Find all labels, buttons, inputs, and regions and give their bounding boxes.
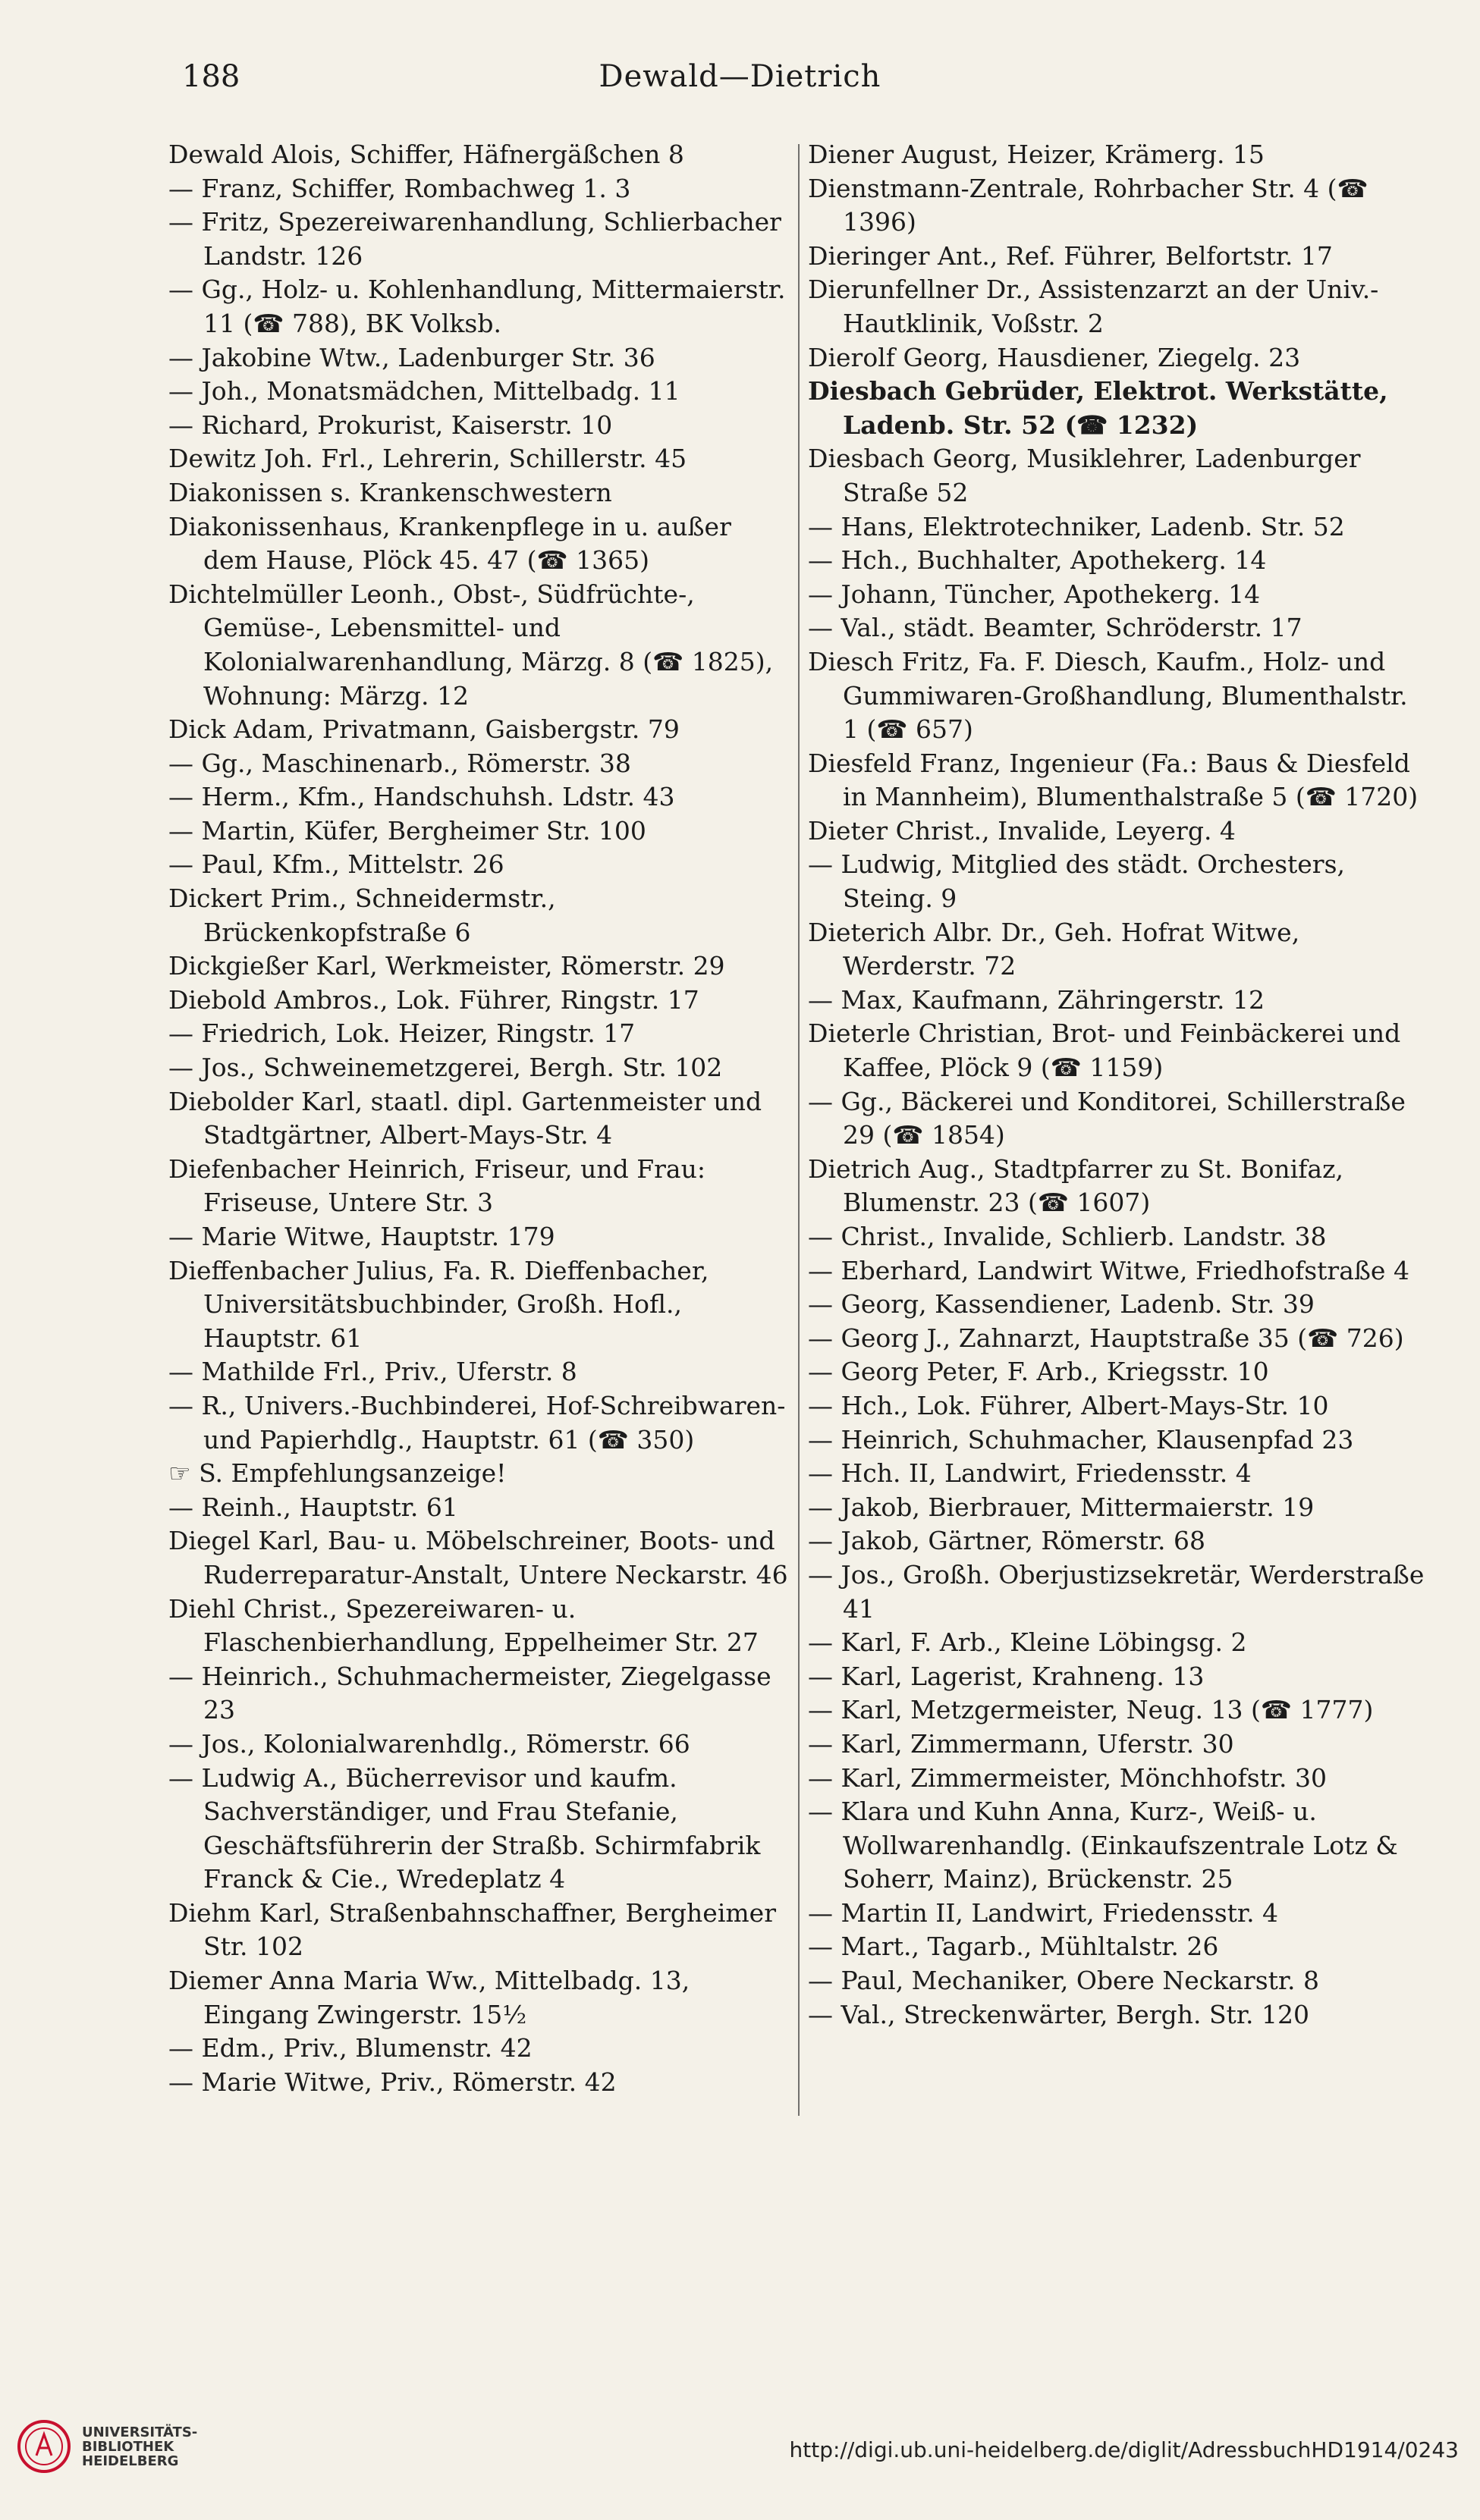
page-number: 188 [182,59,240,94]
directory-entry: — Ludwig A., Bücherrevisor und kaufm. Sachverständiger, und Frau Stefanie, Geschäftsführerin der Straßb. Schirmfabrik Franck & Cie., Wredeplatz 4 [168,1762,761,1894]
directory-entry: — Jakob, Gärtner, Römerstr. 68 [808,1526,1205,1556]
directory-entry: — Mart., Tagarb., Mühltalstr. 26 [808,1932,1219,1962]
directory-entry: — Reinh., Hauptstr. 61 [168,1492,458,1522]
directory-entry: Dietrich Aug., Stadtpfarrer zu St. Bonifaz, Blumenstr. 23 (☎ 1607) [808,1153,1343,1218]
directory-entry: Dichtelmüller Leonh., Obst-, Südfrüchte-, Gemüse-, Lebensmittel- und Kolonialwarenhandlung, Märzg. 8 (☎ 1825), Wohnung: Märzg. 12 [168,579,774,711]
running-head: Dewald—Dietrich [599,59,881,94]
directory-entry: — Karl, F. Arb., Kleine Löbingsg. 2 [808,1627,1247,1658]
directory-entry: — Hch. II, Landwirt, Friedensstr. 4 [808,1458,1252,1489]
library-line-3: HEIDELBERG [82,2453,179,2469]
directory-entry: — Hch., Buchhalter, Apothekerg. 14 [808,545,1267,576]
directory-entry: — Karl, Metzgermeister, Neug. 13 (☎ 1777) [808,1695,1374,1725]
directory-entry: Diemer Anna Maria Ww., Mittelbadg. 13, Eingang Zwingerstr. 15½ [168,1966,690,2029]
directory-entry: Diebold Ambros., Lok. Führer, Ringstr. 17 [168,984,699,1015]
directory-entry: Dieffenbacher Julius, Fa. R. Dieffenbacher, Universitätsbuchbinder, Großh. Hofl., Hauptstr. 61 [168,1255,709,1353]
directory-entry: — Fritz, Spezereiwarenhandlung, Schlierbacher Landstr. 126 [168,207,781,271]
directory-entry: Dieterle Christian, Brot- und Feinbäckerei und Kaffee, Plöck 9 (☎ 1159) [808,1018,1401,1083]
directory-entry: — Jos., Kolonialwarenhdlg., Römerstr. 66 [168,1728,690,1759]
directory-entry: — Johann, Tüncher, Apothekerg. 14 [808,579,1261,609]
directory-entry: — Jos., Schweinemetzgerei, Bergh. Str. 102 [168,1053,723,1083]
directory-entry: — Friedrich, Lok. Heizer, Ringstr. 17 [168,1018,636,1049]
directory-entry: — Jakobine Wtw., Ladenburger Str. 36 [168,342,655,372]
directory-entry: — Georg Peter, F. Arb., Kriegsstr. 10 [808,1357,1269,1387]
directory-entry: — Marie Witwe, Priv., Römerstr. 42 [168,2067,617,2097]
directory-entry: Dickert Prim., Schneidermstr., Brückenkopfstraße 6 [168,883,556,947]
directory-entry: Diener August, Heizer, Krämerg. 15 [808,140,1265,169]
directory-entry: — Marie Witwe, Hauptstr. 179 [168,1222,555,1251]
directory-entry: — Jos., Großh. Oberjustizsekretär, Werderstraße 41 [808,1559,1425,1624]
directory-entry: — Heinrich, Schuhmacher, Klausenpfad 23 [808,1424,1354,1455]
directory-entry: Dienstmann-Zentrale, Rohrbacher Str. 4 (☎ 1396) [808,173,1368,237]
directory-entry: Dickgießer Karl, Werkmeister, Römerstr. 29 [168,951,725,981]
left-column [168,138,790,2099]
directory-entry: Dieter Christ., Invalide, Leyerg. 4 [808,815,1236,846]
directory-entry: — Joh., Monatsmädchen, Mittelbadg. 11 [168,376,680,406]
directory-entry: — Heinrich., Schuhmachermeister, Ziegelgasse 23 [168,1661,771,1725]
directory-entry: — Karl, Zimmermann, Uferstr. 30 [808,1728,1234,1759]
directory-entry: — Ludwig, Mitglied des städt. Orchesters, Steing. 9 [808,849,1346,914]
directory-entry: — Hch., Lok. Führer, Albert-Mays-Str. 10 [808,1390,1329,1420]
right-column [808,138,1430,2032]
directory-entry: Diehm Karl, Straßenbahnschaffner, Bergheimer Str. 102 [168,1897,776,1962]
directory-entry: Dewitz Joh. Frl., Lehrerin, Schillerstr. 45 [168,444,687,474]
directory-entry: ☞ S. Empfehlungsanzeige! [168,1458,507,1489]
university-seal-icon [17,2419,71,2474]
directory-entry: Dierolf Georg, Hausdiener, Ziegelg. 23 [808,342,1301,372]
library-line-2: BIBLIOTHEK [82,2439,174,2455]
directory-entry: — Karl, Lagerist, Krahneng. 13 [808,1661,1205,1691]
directory-entry: — Martin, Küfer, Bergheimer Str. 100 [168,815,646,846]
source-url[interactable]: http://digi.ub.uni-heidelberg.de/diglit/AdressbuchHD1914/0243 [789,2437,1459,2462]
column-divider [798,144,800,2116]
directory-entry: Diesbach Gebrüder, Elektrot. Werkstätte, Ladenb. Str. 52 (☎ 1232) [808,376,1388,440]
directory-entry: Diefenbacher Heinrich, Friseur, und Frau: Friseuse, Untere Str. 3 [168,1153,705,1218]
directory-entry: — Max, Kaufmann, Zähringerstr. 12 [808,984,1265,1015]
directory-entry: Dick Adam, Privatmann, Gaisbergstr. 79 [168,714,680,745]
directory-entry: — Paul, Kfm., Mittelstr. 26 [168,849,504,880]
directory-entry: — Hans, Elektrotechniker, Ladenb. Str. 52 [808,511,1345,541]
directory-entry: Diegel Karl, Bau- u. Möbelschreiner, Boots- und Ruderreparatur-Anstalt, Untere Neckarstr. 46 [168,1526,788,1590]
directory-entry: — Val., Streckenwärter, Bergh. Str. 120 [808,1999,1309,2029]
directory-entry: — Georg J., Zahnarzt, Hauptstraße 35 (☎ 726) [808,1323,1404,1353]
directory-entry: — Paul, Mechaniker, Obere Neckarstr. 8 [808,1966,1320,1996]
directory-entry: — Edm., Priv., Blumenstr. 42 [168,2033,533,2063]
directory-entry: Diesfeld Franz, Ingenieur (Fa.: Baus & Diesfeld in Mannheim), Blumenthalstraße 5 (☎ 1720) [808,748,1419,812]
directory-entry: Diebolder Karl, staatl. dipl. Gartenmeister und Stadtgärtner, Albert-Mays-Str. 4 [168,1086,762,1150]
directory-entry: Dewald Alois, Schiffer, Häfnergäßchen 8 [168,140,684,169]
directory-entry: Diesbach Georg, Musiklehrer, Ladenburger Straße 52 [808,444,1361,507]
directory-entry: — Martin II, Landwirt, Friedensstr. 4 [808,1897,1279,1928]
directory-entry: — Karl, Zimmermeister, Mönchhofstr. 30 [808,1762,1328,1793]
directory-entry: — Gg., Holz- u. Kohlenhandlung, Mittermaierstr. 11 (☎ 788), BK Volksb. [168,275,786,338]
directory-entry: — Jakob, Bierbrauer, Mittermaierstr. 19 [808,1492,1315,1522]
directory-entry: Diakonissenhaus, Krankenpflege in u. außer dem Hause, Plöck 45. 47 (☎ 1365) [168,511,731,576]
directory-entry: Dierunfellner Dr., Assistenzarzt an der Univ.-Hautklinik, Voßstr. 2 [808,275,1379,338]
directory-entry: — Georg, Kassendiener, Ladenb. Str. 39 [808,1289,1315,1320]
directory-entry: Dieringer Ant., Ref. Führer, Belfortstr. 17 [808,240,1333,271]
directory-entry: — Gg., Bäckerei und Konditorei, Schillerstraße 29 (☎ 1854) [808,1086,1406,1150]
directory-entry: Diakonissen s. Krankenschwestern [168,477,612,507]
directory-entry: — Christ., Invalide, Schlierb. Landstr. 38 [808,1222,1327,1251]
directory-entry: — Herm., Kfm., Handschuhsh. Ldstr. 43 [168,782,675,812]
library-name [82,2425,197,2468]
directory-entry: — R., Univers.-Buchbinderei, Hof-Schreibwaren- und Papierhdlg., Hauptstr. 61 (☎ 350) [168,1390,786,1455]
directory-entry: Dieterich Albr. Dr., Geh. Hofrat Witwe, Werderstr. 72 [808,917,1300,981]
directory-entry: Diesch Fritz, Fa. F. Diesch, Kaufm., Holz- und Gummiwaren-Großhandlung, Blumenthalstr. 1 (☎ 657) [808,646,1408,745]
directory-entry: — Richard, Prokurist, Kaiserstr. 10 [168,410,613,440]
directory-entry: — Franz, Schiffer, Rombachweg 1. 3 [168,173,631,203]
directory-entry: — Val., städt. Beamter, Schröderstr. 17 [808,613,1302,643]
library-line-1: UNIVERSITÄTS- [82,2424,198,2440]
directory-entry: — Mathilde Frl., Priv., Uferstr. 8 [168,1357,577,1387]
directory-entry: — Klara und Kuhn Anna, Kurz-, Weiß- u. Wollwarenhandlg. (Einkaufszentrale Lotz & Soherr, Mainz), Brückenstr. 25 [808,1797,1398,1894]
directory-entry: Diehl Christ., Spezereiwaren- u. Flaschenbierhandlung, Eppelheimer Str. 27 [168,1593,759,1658]
directory-entry: — Eberhard, Landwirt Witwe, Friedhofstraße 4 [808,1255,1409,1285]
directory-entry: — Gg., Maschinenarb., Römerstr. 38 [168,748,631,778]
